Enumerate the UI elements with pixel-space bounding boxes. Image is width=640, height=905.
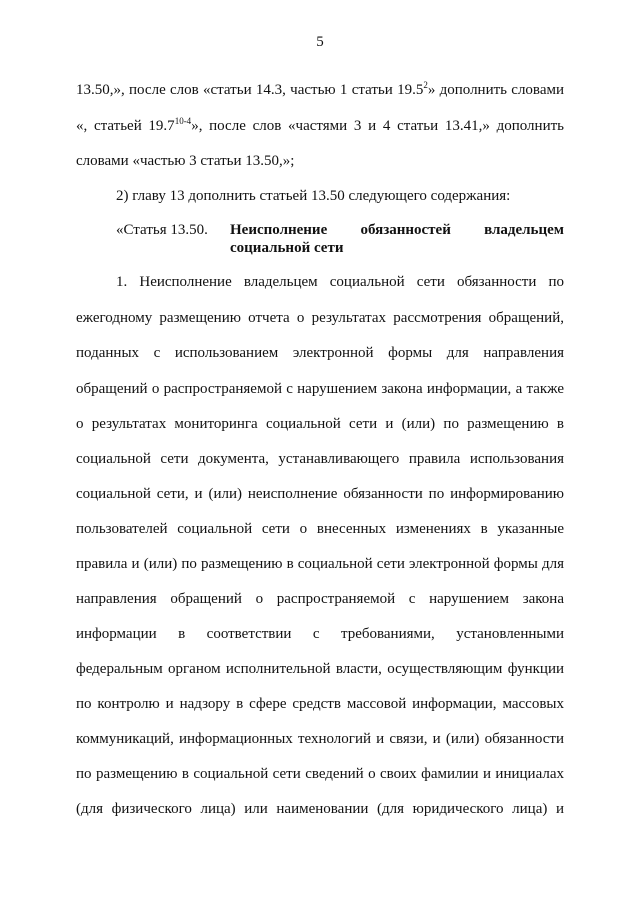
intro-line-1-text-a: 13.50,», после слов «статьи 14.3, частью 1 статьи 19.5 [76, 82, 424, 98]
body-line: по размещению в социальной сети сведений о своих фамилии и инициалах [76, 766, 564, 782]
page-number: 5 [316, 34, 324, 50]
article-label: «Статья 13.50. [116, 222, 208, 238]
intro-line-1-text-b: » дополнить словами [427, 82, 564, 98]
body-line: пользователей социальной сети о внесенных изменениях в указанные [76, 521, 564, 537]
article-title [230, 221, 564, 257]
body-line: по контролю и надзору в сфере средств массовой информации, массовых [76, 696, 564, 712]
article-title-line-1: Неисполнение обязанностей владельцем [230, 222, 564, 238]
body-line: ежегодному размещению отчета о результатах рассмотрения обращений, [76, 310, 564, 326]
article-title-line-2: социальной сети [230, 240, 344, 256]
body-line: федеральным органом исполнительной власти, осуществляющим функции [76, 661, 564, 677]
body-line: о результатах мониторинга социальной сети и (или) по размещению в [76, 416, 564, 432]
body-line: информации в соответствии с требованиями, установленными [76, 626, 564, 642]
intro-line-3: словами «частью 3 статьи 13.50,»; [76, 153, 295, 169]
body-line: (для физического лица) или наименовании (для юридического лица) и [76, 801, 564, 817]
body-line: направления обращений о распространяемой с нарушением закона [76, 591, 564, 607]
body-line: обращений о распространяемой с нарушением закона информации, а также [76, 381, 564, 397]
intro-line-2 [76, 117, 564, 135]
intro-line-2-superscript: 10-4 [174, 116, 192, 126]
intro-line-2-text-b: », после слов «частями 3 и 4 статьи 13.41,» дополнить [191, 118, 564, 134]
body-line: социальной сети документа, устанавливающего правила использования [76, 451, 564, 467]
intro-line-2-text-a: «, статьей 19.7 [76, 118, 175, 134]
body-line: поданных с использованием электронной формы для направления [76, 345, 564, 361]
body-line: 1. Неисполнение владельцем социальной сети обязанности по [116, 274, 564, 290]
intro-line-1 [76, 81, 564, 99]
body-line: социальной сети, и (или) неисполнение обязанности по информированию [76, 486, 564, 502]
body-line: правила и (или) по размещению в социальной сети электронной формы для [76, 556, 564, 572]
intro-line-1-superscript: 2 [423, 80, 428, 90]
item-2-line: 2) главу 13 дополнить статьей 13.50 следующего содержания: [116, 188, 511, 204]
body-line: коммуникаций, информационных технологий и связи, и (или) обязанности [76, 731, 564, 747]
